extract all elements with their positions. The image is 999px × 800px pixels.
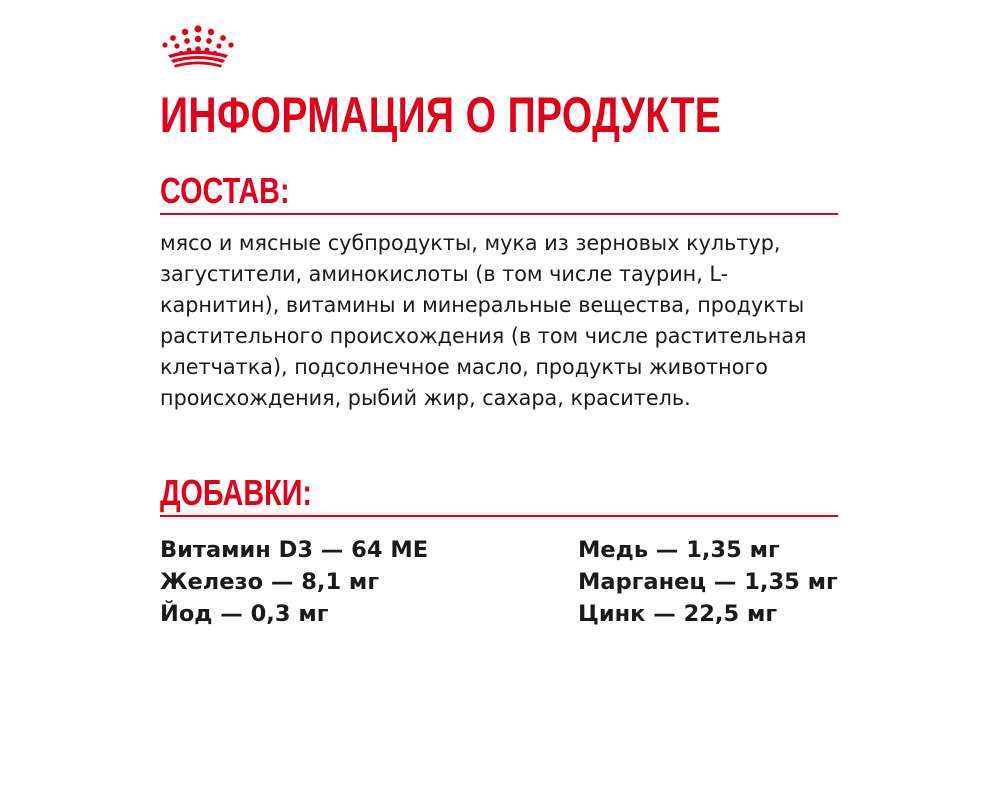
additives-right-column — [578, 534, 838, 630]
composition-divider — [160, 213, 838, 215]
brand-logo — [162, 24, 234, 68]
additives-divider — [160, 515, 838, 517]
additive-item: Марганец — 1,35 мг — [578, 569, 838, 595]
additives-heading: ДОБАВКИ: — [160, 472, 312, 513]
composition-heading: СОСТАВ: — [160, 170, 290, 211]
additive-item: Железо — 8,1 мг — [160, 569, 380, 595]
crown-icon — [162, 24, 234, 68]
additive-item: Цинк — 22,5 мг — [578, 601, 778, 627]
additives-left-column — [160, 534, 428, 630]
composition-text: мясо и мясные субпродукты, мука из зерновых культур, загустители, аминокислоты (в том числе таурин, L-карнитин), витамины и минеральные вещества, продукты растительного происхождения (в том числе растительная клетчатка), подсолнечное масло, продукты животного происхождения, рыбий жир, сахара, краситель. — [160, 231, 807, 411]
additive-item: Медь — 1,35 мг — [578, 537, 780, 563]
additive-item: Витамин D3 — 64 МЕ — [160, 537, 429, 563]
additive-item: Йод — 0,3 мг — [160, 601, 329, 627]
page-title: ИНФОРМАЦИЯ О ПРОДУКТЕ — [160, 87, 722, 143]
